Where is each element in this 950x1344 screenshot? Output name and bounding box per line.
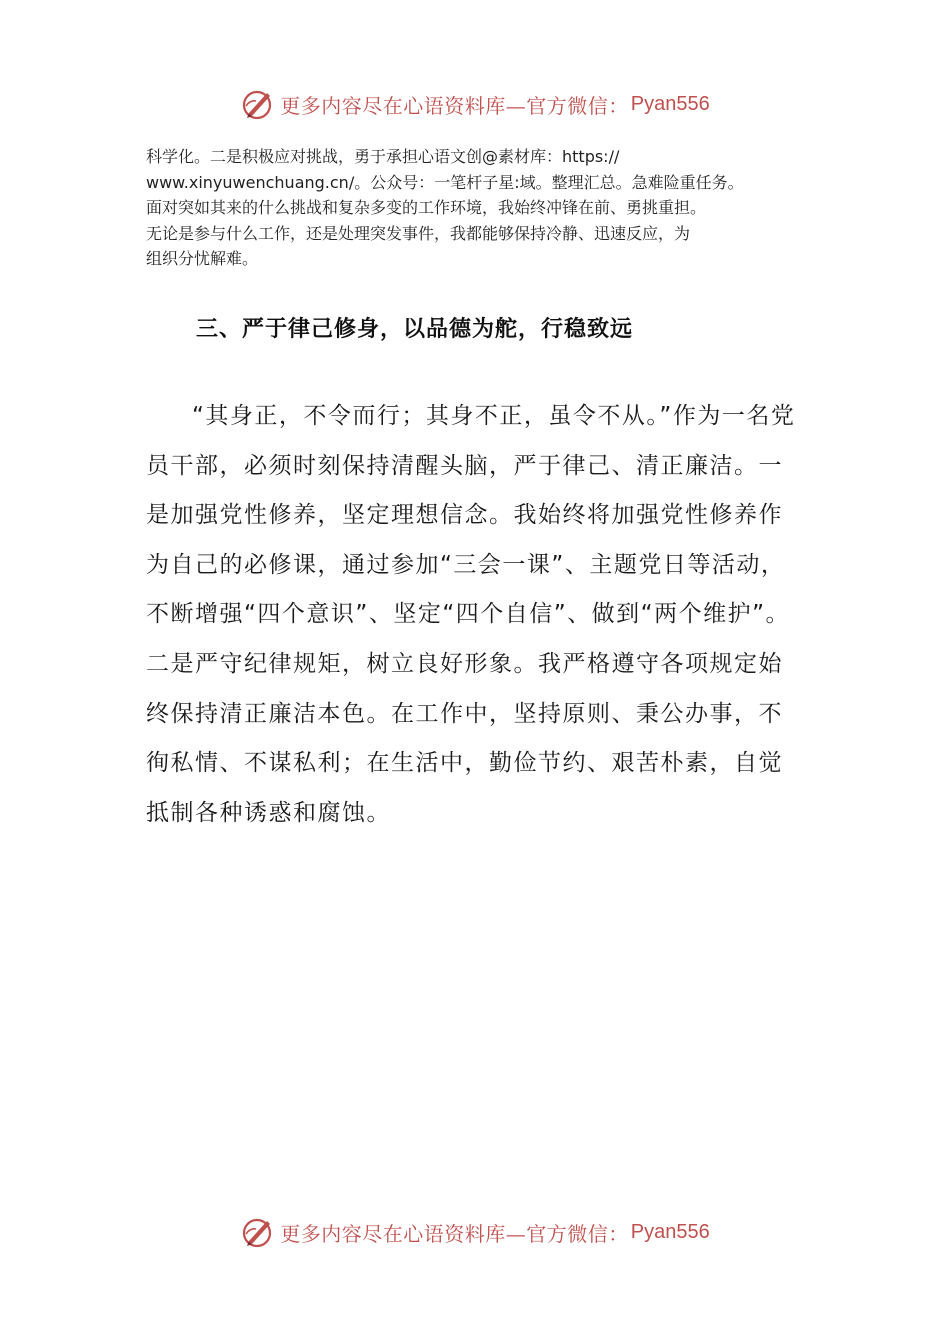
banner-wechat-id: Pyan556: [630, 92, 710, 115]
header-banner: [0, 84, 950, 124]
pen-logo-icon: [240, 86, 276, 122]
intro-line: 无论是参与什么工作，还是处理突发事件，我都能够保持冷静、迅速反应，为: [146, 223, 691, 243]
banner-text: 更多内容尽在心语资料库—官方微信：: [280, 1221, 629, 1246]
intro-line: 科学化。二是积极应对挑战，勇于承担心语文创@素材库：https://: [146, 147, 620, 166]
intro-line: 面对突如其来的什么挑战和复杂多变的工作环境，我始终冲锋在前、勇挑重担。: [146, 198, 707, 217]
intro-line: www.xinyuwenchuang.cn/。公众号：一笔杆子星:域。整理汇总。急难险重任务。: [146, 172, 744, 192]
section-heading: 三、严于律己修身，以品德为舵，行稳致远: [196, 317, 634, 342]
intro-block: [146, 144, 826, 272]
pen-logo-icon: [240, 1214, 276, 1250]
banner-text: 更多内容尽在心语资料库—官方微信：: [280, 93, 629, 118]
intro-line: 组织分忧解难。: [146, 249, 259, 268]
section-body: [146, 392, 796, 838]
footer-banner: [0, 1212, 950, 1252]
banner-wechat-id: Pyan556: [630, 1220, 710, 1243]
section-paragraph: “其身正，不令而行；其身不正，虽令不从。”作为一名党员干部，必须时刻保持清醒头脑，严于律己、清正廉洁。一是加强党性修养，坚定理想信念。我始终将加强党性修养作为自己的必修课，通过参加“三会一课”、主题党日等活动，不断增强“四个意识”、坚定“四个自信”、做到“两个维护”。二是严守纪律规矩，树立良好形象。我严格遵守各项规定始终保持清正廉洁本色。在工作中，坚持原则、秉公办事，不徇私情、不谋私利；在生活中，勤俭节约、艰苦朴素，自觉抵制各种诱惑和腐蚀。: [146, 403, 796, 826]
